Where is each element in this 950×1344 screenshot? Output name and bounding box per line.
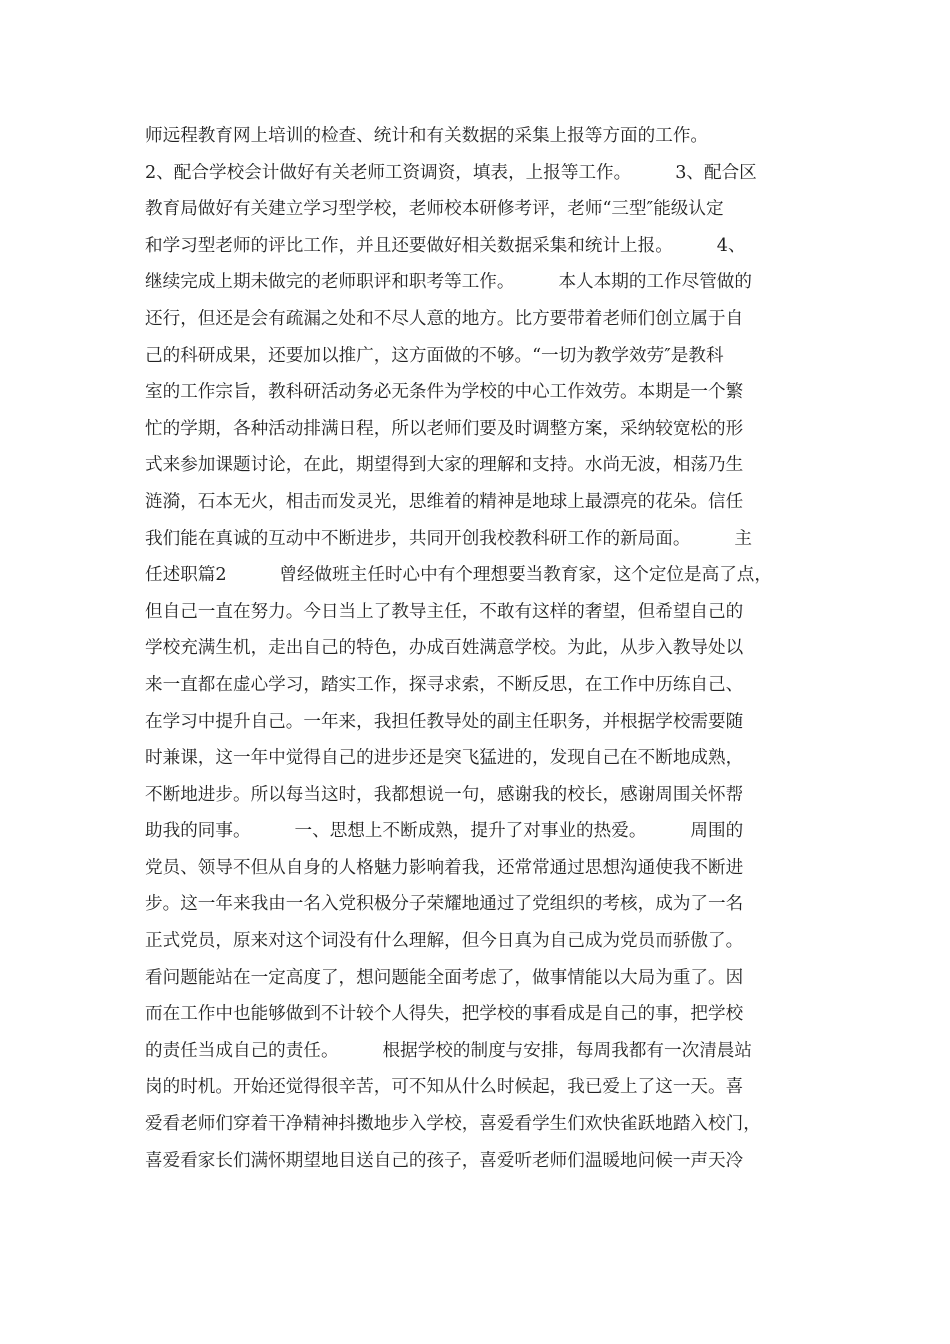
text-line: 但自己一直在努力。今日当上了教导主任，不敢有这样的奢望，但希望自己的 [145, 601, 744, 622]
text-line: 爱看老师们穿着干净精神抖擞地步入学校，喜爱看学生们欢快雀跃地踏入校门， [145, 1114, 761, 1135]
text-line: 正式党员，原来对这个词没有什么理解，但今日真为自己成为党员而骄傲了。 [145, 931, 744, 952]
text-line: 来一直都在虚心学习，踏实工作，探寻求索，不断反思，在工作中历练自己、 [145, 674, 744, 695]
text-line: 室的工作宗旨，教科研活动务必无条件为学校的中心工作效劳。本期是一个繁 [145, 382, 744, 403]
text-line: 2、配合学校会计做好有关老师工资调资，填表，上报等工作。 3、配合区 [145, 162, 757, 183]
text-line: 和学习型老师的评比工作，并且还要做好相关数据采集和统计上报。 4、 [145, 235, 746, 256]
text-line: 还行，但还是会有疏漏之处和不尽人意的地方。比方要带着老师们创立属于自 [145, 308, 744, 329]
text-line: 继续完成上期未做完的老师职评和职考等工作。 本人本期的工作尽管做的 [145, 272, 752, 293]
text-line: 不断地进步。所以每当这时，我都想说一句，感谢我的校长，感谢周围关怀帮 [145, 784, 744, 805]
text-line: 助我的同事。 一、思想上不断成熟，提升了对事业的热爱。 周围的 [145, 821, 744, 842]
text-line: 党员、领导不但从自身的人格魅力影响着我，还常常通过思想沟通使我不断进 [145, 857, 744, 878]
text-line: 忙的学期，各种活动排满日程，所以老师们要及时调整方案，采纳较宽松的形 [145, 418, 744, 439]
text-line: 我们能在真诚的互动中不断进步，共同开创我校教科研工作的新局面。 主 [145, 528, 752, 549]
text-line: 步。这一年来我由一名入党积极分子荣耀地通过了党组织的考核，成为了一名 [145, 894, 744, 915]
text-line: 教育局做好有关建立学习型学校，老师校本研修考评，老师“三型″能级认定 [145, 199, 724, 220]
text-line: 喜爱看家长们满怀期望地目送自己的孩子，喜爱听老师们温暖地问候一声天冷 [145, 1150, 744, 1171]
text-line: 学校充满生机，走出自己的特色，办成百姓满意学校。为此，从步入教导处以 [145, 638, 744, 659]
text-line: 任述职篇2 曾经做班主任时心中有个理想要当教育家，这个定位是高了点， [145, 565, 772, 586]
text-line: 看问题能站在一定高度了，想问题能全面考虑了，做事情能以大局为重了。因 [145, 967, 744, 988]
text-line: 师远程教育网上培训的检查、统计和有关数据的采集上报等方面的工作。 [145, 126, 709, 146]
text-line: 己的科研成果，还要加以推广，这方面做的不够。“一切为教学效劳″是教科 [145, 345, 724, 366]
text-line: 在学习中提升自己。一年来，我担任教导处的副主任职务，并根据学校需要随 [145, 711, 744, 732]
text-line: 时兼课，这一年中觉得自己的进步还是突飞猛进的，发现自己在不断地成熟， [145, 748, 744, 769]
body-text [145, 118, 815, 1179]
text-line: 的责任当成自己的责任。 根据学校的制度与安排，每周我都有一次清晨站 [145, 1040, 752, 1061]
text-line: 式来参加课题讨论，在此，期望得到大家的理解和支持。水尚无波，相荡乃生 [145, 455, 744, 476]
text-line: 涟漪，石本无火，相击而发灵光，思维着的精神是地球上最漂亮的花朵。信任 [145, 491, 744, 512]
text-line: 而在工作中也能够做到不计较个人得失，把学校的事看成是自己的事，把学校 [145, 1004, 744, 1025]
text-line: 岗的时机。开始还觉得很辛苦，可不知从什么时候起，我已爱上了这一天。喜 [145, 1077, 744, 1098]
